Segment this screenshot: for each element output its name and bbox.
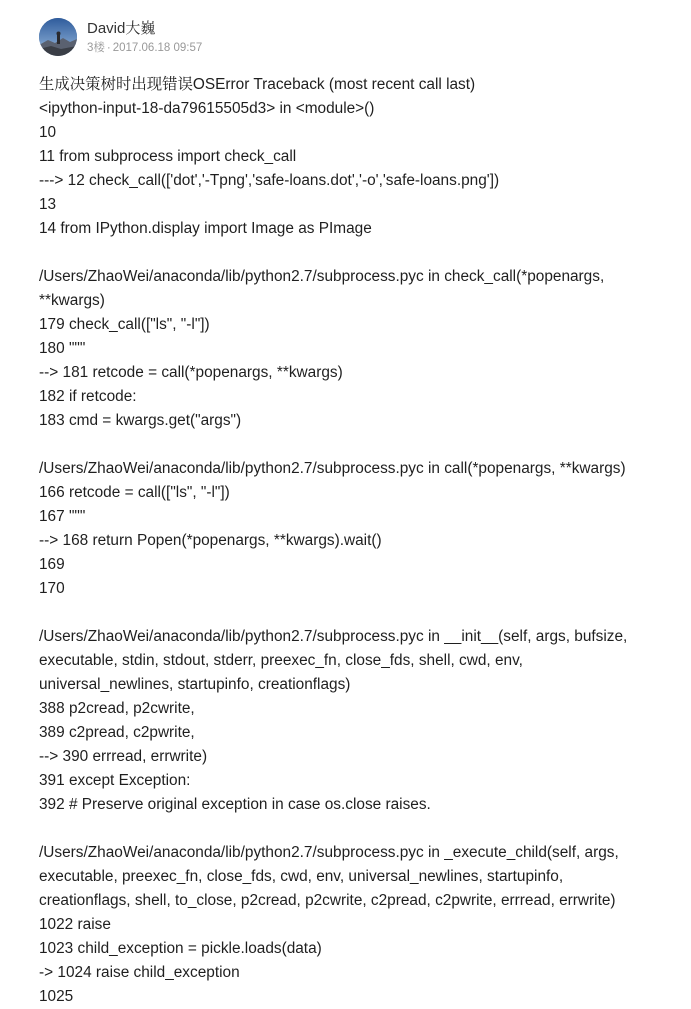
comment-line: 389 c2pread, c2pwrite, xyxy=(39,724,195,741)
comment-line: ---> 12 check_call(['dot','-Tpng','safe-loans.dot','-o','safe-loans.png']) xyxy=(39,172,500,189)
comment-line: /Users/ZhaoWei/anaconda/lib/python2.7/subprocess.pyc in check_call(*popenargs, xyxy=(39,268,605,285)
comment-line: 182 if retcode: xyxy=(39,388,137,405)
comment-line: 392 # Preserve original exception in case os.close raises. xyxy=(39,796,431,813)
comment-line: executable, stdin, stdout, stderr, preexec_fn, close_fds, shell, cwd, env, xyxy=(39,652,523,669)
blank-line xyxy=(39,241,679,265)
comment-line: universal_newlines, startupinfo, creationflags) xyxy=(39,676,351,693)
comment-line: --> 390 errread, errwrite) xyxy=(39,748,208,765)
comment-line: 10 xyxy=(39,124,57,141)
comment-line: /Users/ZhaoWei/anaconda/lib/python2.7/subprocess.pyc in call(*popenargs, **kwargs) xyxy=(39,460,626,477)
comment-line: 179 check_call(["ls", "-l"]) xyxy=(39,316,210,333)
comment-line: /Users/ZhaoWei/anaconda/lib/python2.7/subprocess.pyc in __init__(self, args, bufsize, xyxy=(39,628,628,645)
comment-line: 169 xyxy=(39,556,65,573)
comment-line: creationflags, shell, to_close, p2cread, p2cwrite, c2pread, c2pwrite, errread, errwrite) xyxy=(39,892,616,909)
comment-line: 生成决策树时出现错误OSError Traceback (most recent call last) xyxy=(39,76,476,93)
comment-line: 1025 xyxy=(39,988,74,1005)
meta-separator: · xyxy=(106,42,111,54)
comment-timestamp: 2017.06.18 09:57 xyxy=(112,42,203,54)
comment-body xyxy=(39,73,679,1009)
comment-line: 170 xyxy=(39,580,65,597)
comment-line: executable, preexec_fn, close_fds, cwd, env, universal_newlines, startupinfo, xyxy=(39,868,564,885)
comment-line: <ipython-input-18-da79615505d3> in <module>() xyxy=(39,100,375,117)
comment-line: 14 from IPython.display import Image as PImage xyxy=(39,220,372,237)
comment-line: /Users/ZhaoWei/anaconda/lib/python2.7/subprocess.pyc in _execute_child(self, args, xyxy=(39,844,619,861)
blank-line xyxy=(39,433,679,457)
comment-line: 166 retcode = call(["ls", "-l"]) xyxy=(39,484,230,501)
comment-line: 183 cmd = kwargs.get("args") xyxy=(39,412,242,429)
comment-line: --> 168 return Popen(*popenargs, **kwargs).wait() xyxy=(39,532,382,549)
comment-line: 180 """ xyxy=(39,340,86,357)
floor-number: 3楼 xyxy=(87,42,105,54)
comment-line: --> 181 retcode = call(*popenargs, **kwargs) xyxy=(39,364,343,381)
comment-line: 13 xyxy=(39,196,57,213)
comment-line: 1022 raise xyxy=(39,916,111,933)
avatar[interactable] xyxy=(39,18,77,56)
comment-line: 1023 child_exception = pickle.loads(data) xyxy=(39,940,322,957)
comment-line: 391 except Exception: xyxy=(39,772,191,789)
comment-line: 167 """ xyxy=(39,508,86,525)
comment-line: 388 p2cread, p2cwrite, xyxy=(39,700,195,717)
comment-line: -> 1024 raise child_exception xyxy=(39,964,240,981)
blank-line xyxy=(39,601,679,625)
comment-line: 11 from subprocess import check_call xyxy=(39,148,297,165)
user-avatar-image xyxy=(39,18,77,56)
comment-author[interactable]: David大巍 xyxy=(87,20,156,37)
blank-line xyxy=(39,817,679,841)
comment-meta xyxy=(87,40,202,56)
comment-line: **kwargs) xyxy=(39,292,105,309)
